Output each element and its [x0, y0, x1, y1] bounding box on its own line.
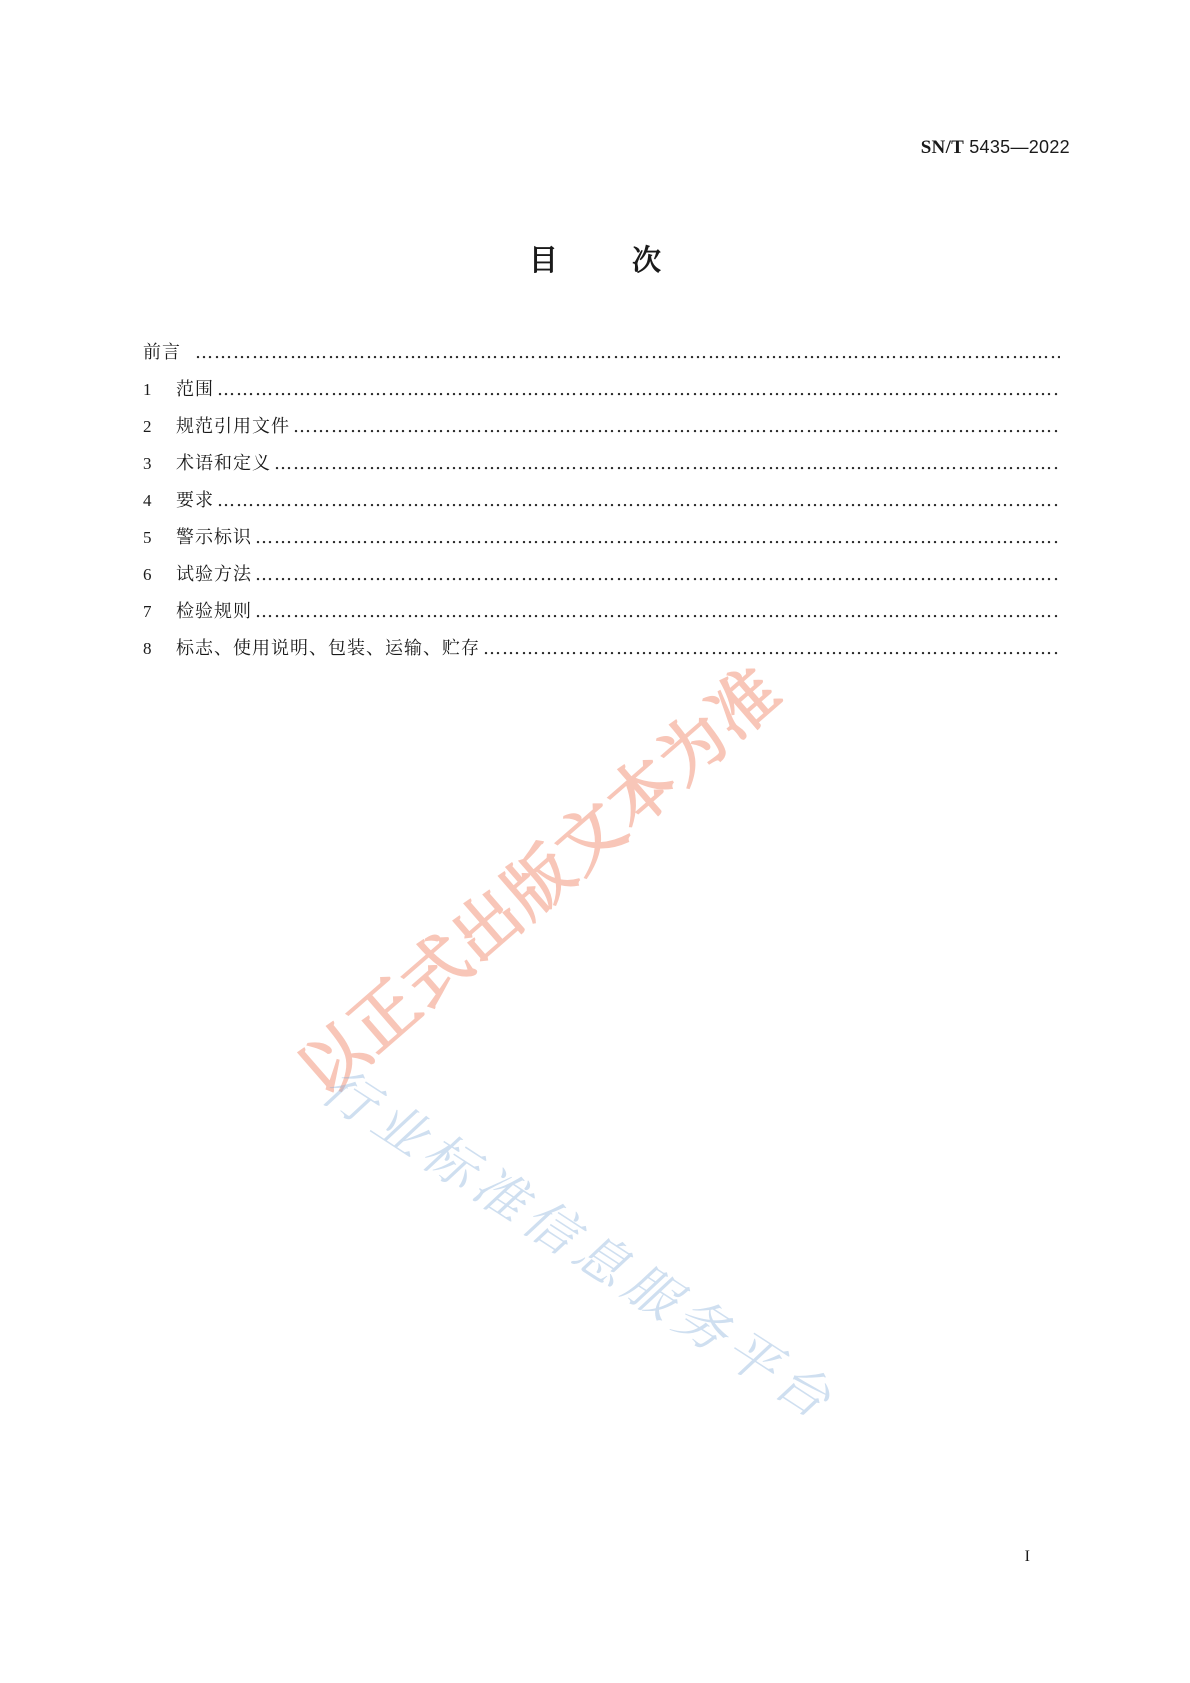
toc-entry-number: 6: [143, 565, 152, 584]
standard-number: 5435—2022: [969, 137, 1070, 157]
toc-entry-4[interactable]: [143, 486, 1060, 523]
toc-entry-text: 前言: [143, 342, 181, 363]
toc-entry-number: 7: [143, 602, 152, 621]
standard-prefix: SN/T: [920, 137, 965, 158]
toc-entry-1[interactable]: [143, 375, 1060, 412]
toc-entry-number: 2: [143, 417, 152, 436]
standard-code: [921, 137, 1070, 159]
toc-entry-text: 范围: [176, 379, 214, 400]
toc-entry-2[interactable]: [143, 412, 1060, 449]
toc-leader-dots: [255, 564, 1060, 585]
toc-leader-dots: [255, 601, 1060, 622]
toc-entry-6[interactable]: [143, 560, 1060, 597]
toc-leader-dots: [217, 490, 1060, 511]
toc-leader-dots: [483, 638, 1060, 659]
toc-entry-8[interactable]: [143, 634, 1060, 671]
toc-leader-dots: [255, 527, 1060, 548]
watermark-platform: 行业标准信息服务平台: [310, 1056, 847, 1435]
toc-entry-number: 1: [143, 380, 152, 399]
toc-entry-7[interactable]: [143, 597, 1060, 634]
toc-leader-dots: [293, 416, 1060, 437]
toc-entry-number: 3: [143, 454, 152, 473]
toc-entry-text: 术语和定义: [176, 453, 271, 474]
toc-title-char-2: 次: [632, 243, 662, 277]
toc-entry-text: 检验规则: [176, 601, 252, 622]
toc-entry-number: 5: [143, 528, 152, 547]
toc-leader-dots: [217, 379, 1060, 400]
toc-entry-foreword[interactable]: [143, 338, 1060, 375]
toc-leader-dots: [274, 453, 1060, 474]
watermark-official-text: 以正式出版文本为准: [283, 651, 797, 1112]
page-number: I: [1024, 1548, 1030, 1565]
toc-entry-text: 警示标识: [176, 527, 252, 548]
toc-entry-text: 规范引用文件: [176, 416, 290, 437]
toc-title-char-1: 目: [528, 243, 558, 277]
toc-entry-text: 要求: [176, 490, 214, 511]
toc-title: [0, 238, 1190, 279]
toc-entry-number: 8: [143, 639, 152, 658]
toc-entry-number: 4: [143, 491, 152, 510]
toc-leader-dots: [195, 342, 1060, 363]
toc-entry-text: 试验方法: [176, 564, 252, 585]
toc-entry-text: 标志、使用说明、包装、运输、贮存: [176, 638, 480, 659]
toc-entry-5[interactable]: [143, 523, 1060, 560]
toc-entry-3[interactable]: [143, 449, 1060, 486]
toc-list: [143, 338, 1060, 671]
